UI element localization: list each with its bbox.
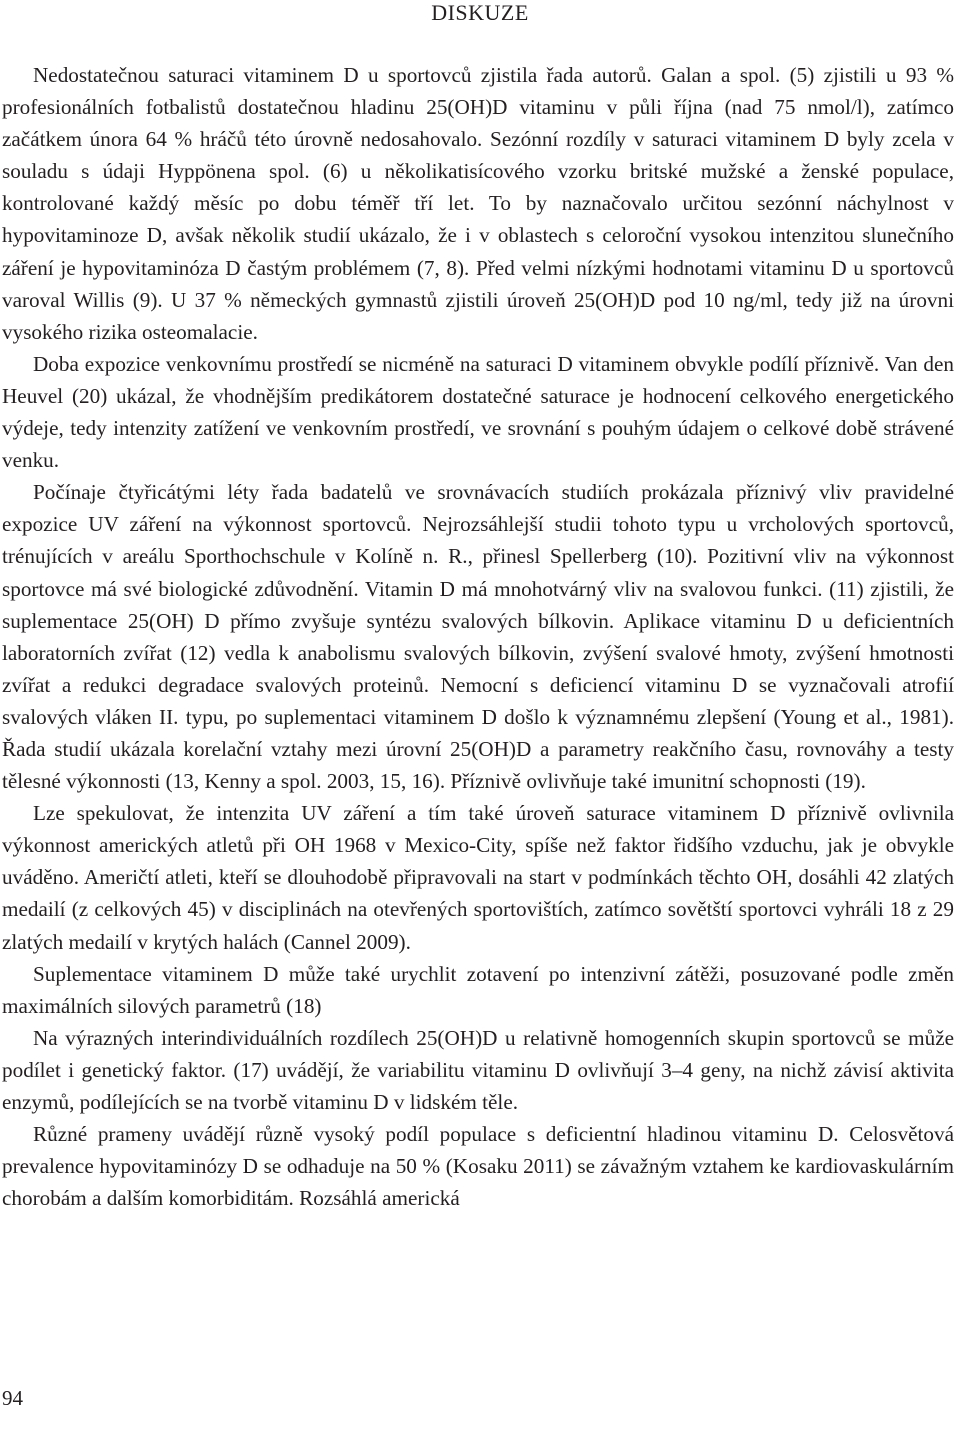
paragraph-2: Doba expozice venkovnímu prostředí se nicméně na saturaci D vitaminem obvykle podílí příznivě. Van den Heuvel (20) ukázal, že vhodnějším predikátorem dostatečné saturace je hodnocení celkového energetického výdeje, tedy intenzity zatížení ve venkovním prostředí, ve srovnání s pouhým údajem o celkové době strávené venku. xyxy=(2,351,954,473)
paragraph-1: Nedostatečnou saturaci vitaminem D u sportovců zjistila řada autorů. Galan a spol. (5) zjistili u 93 % profesionálních fotbalistů dostatečnou hladinu 25(OH)D vitaminu v půli října (nad 75 nmol/l), zatímco začátkem února 64 % hráčů této úrovně nedosahovalo. Sezónní rozdíly v saturaci vitaminem D byly zcela v souladu s údaji Hyppönena spol. (6) u několikatisícového vzorku britské mužské a ženské populace, kontrolované každý měsíc po dobu téměř tří let. To by naznačovalo určitou sezónní náchylnost v hypovitaminoze D, avšak několik studií ukázalo, že i v oblastech s celoroční vysokou intenzitou slunečního záření je hypovitaminóza D častým problémem (7, 8). Před velmi nízkými hodnotami vitaminu D u sportovců varoval Willis (9). U 37 % německých gymnastů zjistili úroveň 25(OH)D pod 10 ng/ml, tedy již na úrovni vysokého rizika osteomalacie. xyxy=(2,63,954,344)
page-number: 94 xyxy=(2,1386,23,1410)
paragraph-7: Různé prameny uvádějí různě vysoký podíl populace s deficientní hladinou vitaminu D. Celosvětová prevalence hypovitaminózy D se odhaduje na 50 % (Kosaku 2011) se závažným vztahem ke kardiovaskulárním chorobám a dalším komorbiditám. Rozsáhlá americká xyxy=(2,1122,954,1211)
paragraph-4: Lze spekulovat, že intenzita UV záření a tím také úroveň saturace vitaminem D příznivě ovlivnila výkonnost amerických atletů při OH 1968 v Mexico-City, spíše než faktor řidšího vzduchu, jak je obvykle uváděno. Američtí atleti, kteří se dlouhodobě připravovali na start v podmínkách těchto OH, dosáhli 42 zlatých medailí (z celkových 45) v disciplinách na otevřených sportovištích, zatímco sovětští sportovci vyhráli 18 z 29 zlatých medailí v krytých halách (Cannel 2009). xyxy=(2,801,954,954)
body-text xyxy=(2,59,954,1214)
section-heading: DISKUZE xyxy=(431,0,529,25)
paragraph-3: Počínaje čtyřicátými léty řada badatelů ve srovnávacích studiích prokázala příznivý vliv pravidelné expozice UV záření na výkonnost sportovců. Nejrozsáhlejší studii tohoto typu u vrcholových sportovců, trénujících v areálu Sporthochschule v Kolíně n. R., přinesl Spellerberg (10). Pozitivní vliv na výkonnost sportovce má své biologické zdůvodnění. Vitamin D má mnohotvárný vliv na svalovou funkci. (11) zjistili, že suplementace 25(OH) D přímo zvyšuje syntézu svalových bílkovin. Aplikace vitaminu D u deficientních laboratorních zvířat (12) vedla k anabolismu svalových bílkovin, zvýšení svalové hmoty, zvýšení hmotnosti zvířat a redukci degradace svalových proteinů. Nemocní s deficiencí vitaminu D se vyznačovali atrofií svalových vláken II. typu, po suplementaci vitaminem D došlo k významnému zlepšení (Young et al., 1981). Řada studií ukázala korelační vztahy mezi úrovní 25(OH)D a parametry reakčního času, rovnováhy a testy tělesné výkonnosti (13, Kenny a spol. 2003, 15, 16). Příznivě ovlivňuje také imunitní schopnosti (19). xyxy=(2,480,954,794)
paragraph-6: Na výrazných interindividuálních rozdílech 25(OH)D u relativně homogenních skupin sportovců se může podílet i genetický faktor. (17) uvádějí, že variabilitu vitaminu D ovlivňují 3–4 geny, na nichž závisí aktivita enzymů, podílejících se na tvorbě vitaminu D v lidském těle. xyxy=(2,1025,954,1114)
paragraph-5: Suplementace vitaminem D může také urychlit zotavení po intenzivní zátěži, posuzované podle změn maximálních silových parametrů (18) xyxy=(2,961,954,1018)
